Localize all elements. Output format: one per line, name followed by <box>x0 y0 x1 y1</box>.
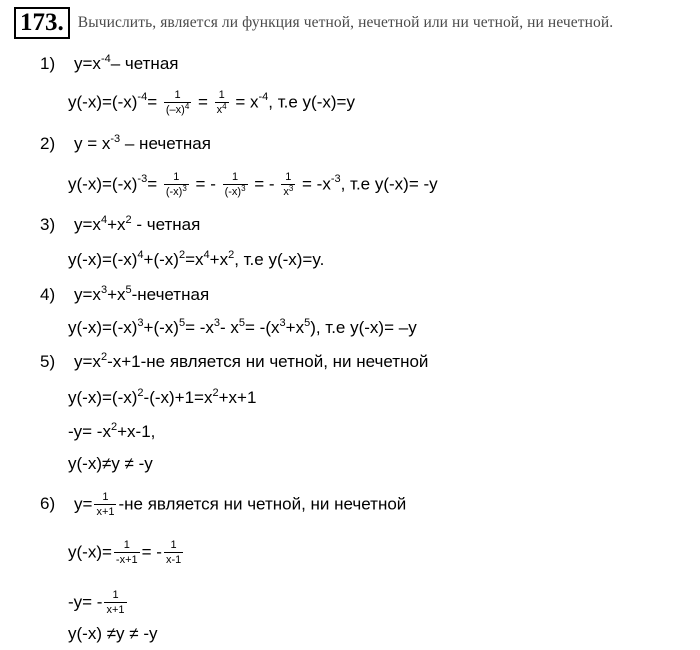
item-5-line-4: y(-x)≠y ≠ -y <box>68 454 153 473</box>
item-2-solution: $y(-x)=(-x)^{-3}=$ $\frac{1}{(-x)^3}$ = - $\frac{1}{(-x)^3}$ = - $\frac{1}{x^3}$ = $-x^{-3}$, т.е y(-x)= -y <box>68 171 438 198</box>
item-3-solution: $y(-x)=(-x)^4+(-x)^2=x^4+x^2$, т.е y(-x)=y. <box>68 249 325 269</box>
fraction: $\frac{1}{x-1}$ <box>165 539 182 566</box>
fraction: $\frac{1}{-x+1}$ <box>115 539 138 566</box>
item-5-definition: 5) $y=x^2-x+1-не$ является ни четной, ни нечетной <box>40 351 429 371</box>
item-4-definition: 4) $y=x^3+x^5$-нечетная <box>40 284 210 304</box>
item-2-definition: 2) $y = x^{-3}$ – нечетная <box>40 133 211 153</box>
item-5-line-3: $-y= -x^2+x-1$, <box>68 421 156 441</box>
item-1-solution: $y(-x)=(-x)^{-4}=$ $\frac{1}{(-x)^4}$ = $\frac{1}{x^4}$ = $x^{-4}$, т.е y(-x)=y <box>68 89 355 116</box>
item-1-definition: 1) $y=x^{-4}-$ четная <box>40 53 179 73</box>
problem-header <box>14 6 613 40</box>
item-4-solution: $y(-x)=(-x)^3+(-x)^5= -x^3-$ $x^5= -(x^3+x^5)$, т.е y(-x)= –y <box>68 317 417 337</box>
fraction: $\frac{1}{(-x)^3}$ <box>165 171 187 198</box>
item-3-definition: 3) $y=x^4+x^2$ - четная <box>40 214 201 234</box>
fraction: $\frac{1}{(-x)^4}$ <box>165 89 190 116</box>
fraction: $\frac{1}{x^3}$ <box>283 171 294 198</box>
fraction: $\frac{1}{x+1}$ <box>106 589 125 616</box>
fraction: $\frac{1}{(-x)^3}$ <box>224 171 246 198</box>
item-6-line-2: y(-x)= $\frac{1}{-x+1}$ = - $\frac{1}{x-1}$ <box>68 539 182 566</box>
item-6-line-4: y(-x) ≠y ≠ -y <box>68 624 158 643</box>
item-6-line-3: -y= - $\frac{1}{x+1}$ <box>68 589 125 616</box>
problem-number: 173. <box>14 7 70 39</box>
item-6-definition: 6) y= $\frac{1}{x+1}$ -не является ни четной, ни нечетной <box>40 491 407 518</box>
item-5-line-2: $y(-x)=(-x)^2-(-x)+1=x^2+x+1$ <box>68 387 257 407</box>
problem-statement: Вычислить, является ли функция четной, нечетной или ни четной, ни нечетной. <box>77 14 614 31</box>
fraction: $\frac{1}{x+1}$ <box>96 491 115 518</box>
fraction: $\frac{1}{x^4}$ <box>216 89 227 116</box>
